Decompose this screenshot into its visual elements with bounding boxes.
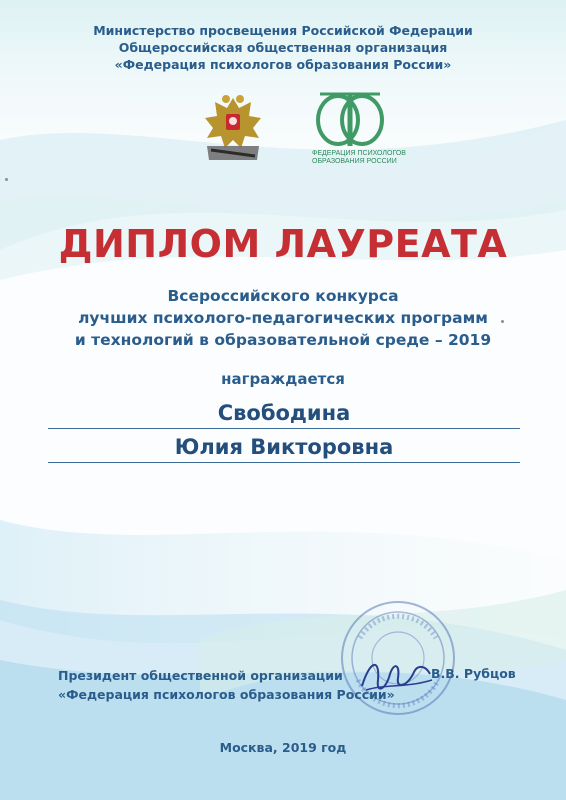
organization-name-line: «Федерация психологов образования России» (114, 57, 452, 72)
diploma-title: ДИПЛОМ ЛАУРЕАТА (58, 222, 508, 266)
contest-line-2: лучших психолого-педагогических программ (78, 309, 488, 327)
president-line-2: «Федерация психологов образования России» (58, 687, 395, 702)
organization-type-line: Общероссийская общественная организация (118, 40, 448, 55)
issuer-header (0, 22, 566, 73)
fpo-caption-line1: ФЕДЕРАЦИЯ ПСИХОЛОГОВ (312, 150, 406, 157)
place-and-date: Москва, 2019 год (219, 740, 347, 755)
scan-speck (501, 320, 504, 323)
fpo-logo-caption (312, 150, 412, 166)
russian-coat-of-arms-emblem (197, 90, 269, 166)
scan-speck (5, 178, 8, 181)
signatory-name: В.В. Рубцов (431, 666, 516, 681)
contest-line-3: и технологий в образовательной среде – 2019 (74, 331, 492, 349)
recipient-given-names: Юлия Викторовна (48, 434, 520, 463)
president-title (58, 666, 395, 704)
ministry-line: Министерство просвещения Российской Федерации (93, 23, 473, 38)
contest-line-1: Всероссийского конкурса (167, 287, 399, 305)
fpo-caption-line2: ОБРАЗОВАНИЯ РОССИИ (312, 158, 397, 165)
contest-description (0, 285, 566, 351)
awarded-label: награждается (221, 370, 345, 388)
president-line-1: Президент общественной организации (58, 668, 343, 683)
recipient-surname: Свободина (48, 400, 520, 429)
